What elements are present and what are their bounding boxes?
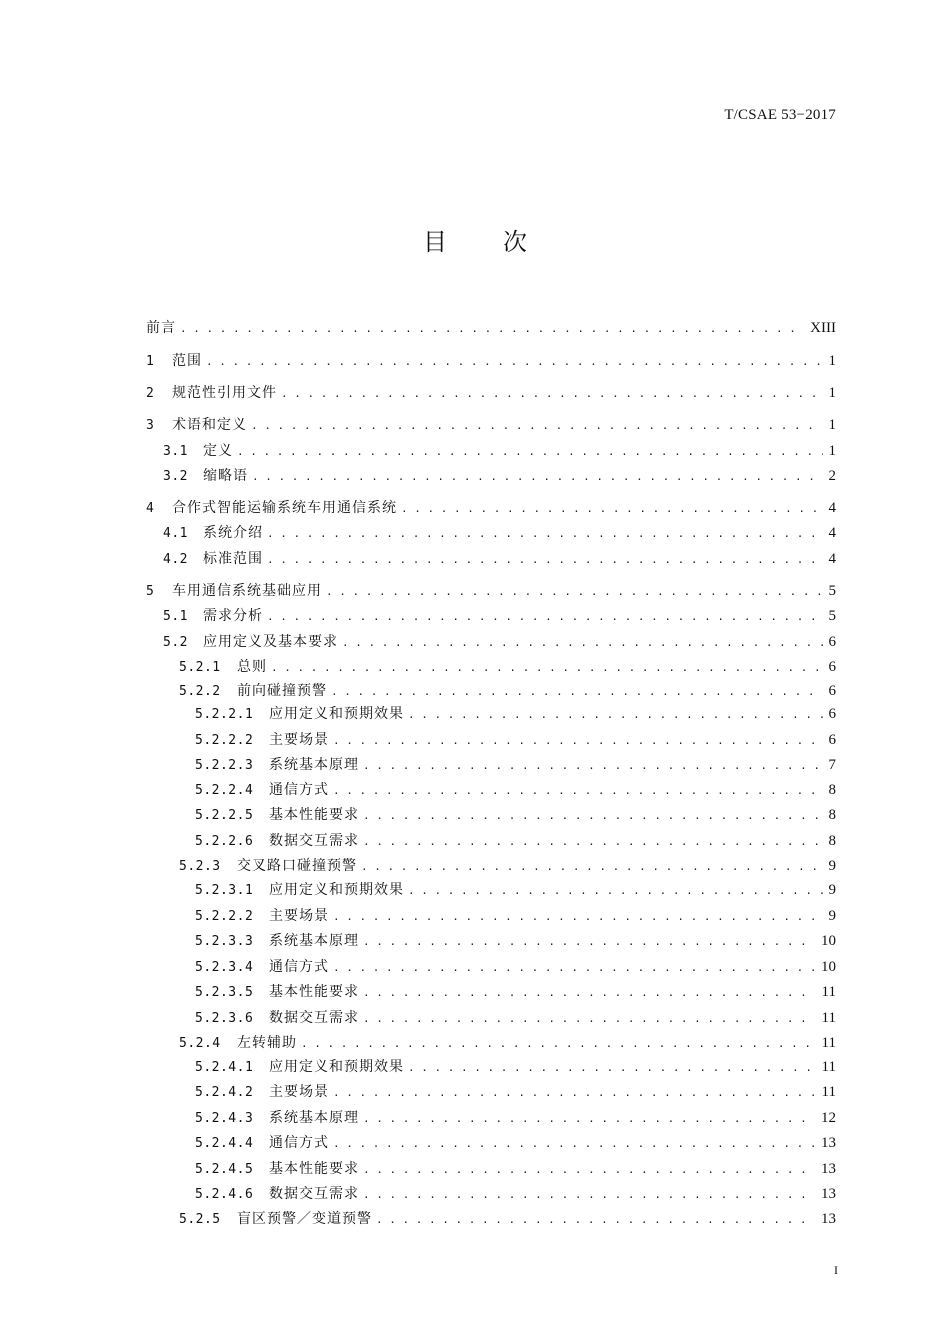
toc-leader-dots — [252, 467, 823, 487]
toc-leader-dots — [267, 607, 823, 627]
toc-entry-title: 交叉路口碰撞预警 — [237, 858, 357, 874]
toc-entry-page: 9 — [828, 908, 836, 924]
toc-entry-page: 4 — [828, 525, 836, 541]
toc-entry-title: 缩略语 — [203, 468, 248, 484]
toc-entry-title: 系统基本原理 — [269, 757, 359, 773]
toc-entry-number: 5.2.2.2 — [195, 733, 254, 748]
toc-entry-page: 8 — [828, 807, 836, 823]
toc-entry-title: 应用定义和预期效果 — [269, 1059, 404, 1075]
toc-entry-page: 10 — [821, 959, 836, 975]
toc-entry-page: 11 — [821, 1059, 836, 1075]
toc-entry-title: 车用通信系统基础应用 — [172, 583, 322, 599]
toc-entry[interactable] — [146, 498, 836, 518]
toc-entry-title: 合作式智能运输系统车用通信系统 — [172, 500, 397, 516]
toc-entry-number: 4.1 — [163, 526, 188, 541]
toc-leader-dots — [331, 682, 823, 702]
toc-leader-dots — [326, 582, 823, 602]
toc-entry-title: 前言 — [146, 320, 176, 336]
toc-entry-title: 应用定义和预期效果 — [269, 882, 404, 898]
toc-entry-number: 1 — [146, 354, 155, 369]
toc-entry[interactable] — [146, 880, 836, 900]
toc-leader-dots — [333, 958, 815, 978]
toc-entry[interactable] — [146, 383, 836, 403]
toc-entry[interactable] — [146, 1033, 836, 1053]
toc-entry-number: 2 — [146, 386, 155, 401]
page-title: 目次 — [423, 228, 583, 256]
page-number: I — [834, 1263, 838, 1277]
toc-entry-number: 5.2.2.2 — [195, 909, 254, 924]
toc-entry-page: 6 — [828, 683, 836, 699]
toc-entry-title: 基本性能要求 — [269, 984, 359, 1000]
toc-leader-dots — [333, 731, 823, 751]
toc-entry-title: 通信方式 — [269, 1135, 329, 1151]
toc-entry-title: 主要场景 — [269, 908, 329, 924]
toc-entry[interactable] — [146, 581, 836, 601]
toc-leader-dots — [333, 781, 823, 801]
toc-entry-page: 10 — [821, 933, 836, 949]
toc-leader-dots — [281, 384, 823, 404]
toc-entry[interactable] — [146, 318, 836, 338]
toc-entry-number: 5 — [146, 584, 155, 599]
toc-leader-dots — [301, 1034, 816, 1054]
toc-leader-dots — [363, 832, 823, 852]
toc-leader-dots — [408, 1058, 816, 1078]
toc-leader-dots — [408, 881, 823, 901]
toc-entry-number: 5.2.1 — [179, 660, 221, 675]
toc-entry-number: 5.2 — [163, 635, 188, 650]
toc-entry-number: 5.2.4.6 — [195, 1187, 254, 1202]
toc-entry-page: 12 — [821, 1110, 836, 1126]
toc-entry[interactable] — [146, 632, 836, 652]
toc-leader-dots — [267, 550, 823, 570]
toc-entry-title: 系统介绍 — [203, 525, 263, 541]
toc-entry-page: 6 — [828, 659, 836, 675]
toc-entry-title: 需求分析 — [203, 608, 263, 624]
toc-entry-number: 5.2.2.5 — [195, 808, 254, 823]
toc-entry-page: 1 — [828, 353, 836, 369]
toc-entry-title: 盲区预警／变道预警 — [237, 1211, 372, 1227]
toc-entry-page: 9 — [828, 858, 836, 874]
toc-entry[interactable] — [146, 1008, 836, 1028]
toc-entry-number: 3.1 — [163, 444, 188, 459]
toc-entry-title: 应用定义和预期效果 — [269, 706, 404, 722]
toc-leader-dots — [206, 352, 823, 372]
toc-entry-title: 主要场景 — [269, 732, 329, 748]
toc-leader-dots — [342, 633, 823, 653]
toc-entry-title: 左转辅助 — [237, 1035, 297, 1051]
toc-entry-page: 6 — [828, 634, 836, 650]
toc-entry-number: 5.2.5 — [179, 1212, 221, 1227]
toc-entry[interactable] — [146, 704, 836, 724]
toc-entry-title: 数据交互需求 — [269, 833, 359, 849]
toc-entry[interactable] — [146, 1209, 836, 1229]
toc-leader-dots — [363, 1109, 815, 1129]
toc-leader-dots — [251, 416, 823, 436]
toc-entry-number: 5.2.2.6 — [195, 834, 254, 849]
toc-entry-number: 5.2.4 — [179, 1036, 221, 1051]
toc-entry-title: 系统基本原理 — [269, 1110, 359, 1126]
toc-entry-page: 5 — [828, 583, 836, 599]
toc-entry[interactable] — [146, 1082, 836, 1102]
toc-entry-number: 5.2.4.1 — [195, 1060, 254, 1075]
toc-entry-page: 1 — [828, 443, 836, 459]
toc-entry-title: 基本性能要求 — [269, 1161, 359, 1177]
toc-entry-page: 8 — [828, 833, 836, 849]
toc-entry[interactable] — [146, 931, 836, 951]
toc-leader-dots — [376, 1210, 815, 1230]
toc-entry[interactable] — [146, 606, 836, 626]
toc-entry-page: 8 — [828, 782, 836, 798]
toc-entry[interactable] — [146, 805, 836, 825]
toc-entry[interactable] — [146, 1057, 836, 1077]
toc-entry-number: 4 — [146, 501, 155, 516]
toc-entry-page: 11 — [821, 984, 836, 1000]
toc-entry-number: 5.2.2.3 — [195, 758, 254, 773]
toc-entry-page: 4 — [828, 551, 836, 567]
toc-leader-dots — [363, 1160, 815, 1180]
toc-entry[interactable] — [146, 1133, 836, 1153]
toc-entry[interactable] — [146, 466, 836, 486]
toc-entry[interactable] — [146, 681, 836, 701]
toc-entry-title: 通信方式 — [269, 782, 329, 798]
toc-entry-page: 1 — [828, 385, 836, 401]
toc-entry[interactable] — [146, 906, 836, 926]
toc-entry-number: 5.2.2 — [179, 684, 221, 699]
toc-entry-title: 数据交互需求 — [269, 1186, 359, 1202]
toc-entry[interactable] — [146, 1108, 836, 1128]
toc-leader-dots — [333, 907, 823, 927]
toc-leader-dots — [363, 932, 815, 952]
toc-entry[interactable] — [146, 957, 836, 977]
toc-entry-page: 4 — [828, 500, 836, 516]
toc-entry-title: 规范性引用文件 — [172, 385, 277, 401]
toc-entry[interactable] — [146, 730, 836, 750]
toc-leader-dots — [363, 806, 823, 826]
toc-leader-dots — [363, 983, 816, 1003]
toc-entry-title: 定义 — [203, 443, 233, 459]
toc-leader-dots — [333, 1083, 816, 1103]
toc-entry-number: 5.2.4.4 — [195, 1136, 254, 1151]
toc-entry-page: 11 — [821, 1084, 836, 1100]
toc-entry-page: 13 — [821, 1135, 836, 1151]
toc-entry-number: 5.2.3 — [179, 859, 221, 874]
toc-entry-number: 5.2.2.4 — [195, 783, 254, 798]
toc-entry-page: 11 — [821, 1035, 836, 1051]
toc-entry-title: 系统基本原理 — [269, 933, 359, 949]
toc-entry[interactable] — [146, 755, 836, 775]
toc-entry[interactable] — [146, 549, 836, 569]
toc-leader-dots — [271, 658, 823, 678]
toc-entry[interactable] — [146, 1159, 836, 1179]
toc-leader-dots — [401, 499, 823, 519]
toc-entry-title: 主要场景 — [269, 1084, 329, 1100]
toc-leader-dots — [267, 524, 823, 544]
toc-entry-title: 数据交互需求 — [269, 1010, 359, 1026]
toc-entry-number: 5.1 — [163, 609, 188, 624]
toc-entry[interactable] — [146, 415, 836, 435]
toc-leader-dots — [408, 705, 823, 725]
toc-leader-dots — [361, 857, 823, 877]
toc-entry[interactable] — [146, 982, 836, 1002]
toc-entry-number: 5.2.4.3 — [195, 1111, 254, 1126]
toc-entry-page: 11 — [821, 1010, 836, 1026]
toc-entry[interactable] — [146, 657, 836, 677]
toc-entry-title: 标准范围 — [203, 551, 263, 567]
toc-entry-number: 5.2.3.6 — [195, 1011, 254, 1026]
toc-leader-dots — [363, 1185, 815, 1205]
toc-entry-title: 范围 — [172, 353, 202, 369]
toc-entry-number: 5.2.4.2 — [195, 1085, 254, 1100]
toc-entry-number: 5.2.4.5 — [195, 1162, 254, 1177]
toc-entry-number: 3 — [146, 418, 155, 433]
toc-entry-page: XIII — [810, 320, 836, 336]
toc-leader-dots — [237, 442, 823, 462]
toc-entry[interactable] — [146, 780, 836, 800]
toc-entry-title: 总则 — [237, 659, 267, 675]
toc-entry-number: 5.2.3.5 — [195, 985, 254, 1000]
toc-leader-dots — [363, 756, 823, 776]
toc-entry-page: 13 — [821, 1161, 836, 1177]
toc-leader-dots — [180, 319, 804, 339]
toc-entry-title: 前向碰撞预警 — [237, 683, 327, 699]
toc-entry-number: 5.2.3.3 — [195, 934, 254, 949]
toc-entry[interactable] — [146, 351, 836, 371]
toc-entry-number: 5.2.3.4 — [195, 960, 254, 975]
toc-entry-number: 4.2 — [163, 552, 188, 567]
toc-entry-title: 基本性能要求 — [269, 807, 359, 823]
toc-entry[interactable] — [146, 831, 836, 851]
toc-entry-number: 5.2.2.1 — [195, 707, 254, 722]
toc-entry-page: 1 — [828, 417, 836, 433]
toc-entry[interactable] — [146, 1184, 836, 1204]
toc-entry-title: 术语和定义 — [172, 417, 247, 433]
toc-leader-dots — [363, 1009, 816, 1029]
toc-entry-title: 通信方式 — [269, 959, 329, 975]
toc-entry-page: 13 — [821, 1211, 836, 1227]
standard-code: T/CSAE 53−2017 — [724, 107, 836, 123]
toc-entry-page: 13 — [821, 1186, 836, 1202]
toc-entry[interactable] — [146, 856, 836, 876]
toc-entry-page: 6 — [828, 706, 836, 722]
toc-entry-page: 2 — [828, 468, 836, 484]
toc-entry-page: 9 — [828, 882, 836, 898]
toc-entry-number: 5.2.3.1 — [195, 883, 254, 898]
toc-entry[interactable] — [146, 523, 836, 543]
toc-entry[interactable] — [146, 441, 836, 461]
toc-entry-page: 7 — [828, 757, 836, 773]
toc-leader-dots — [333, 1134, 815, 1154]
toc-entry-title: 应用定义及基本要求 — [203, 634, 338, 650]
toc-entry-page: 6 — [828, 732, 836, 748]
toc-entry-page: 5 — [828, 608, 836, 624]
toc-entry-number: 3.2 — [163, 469, 188, 484]
